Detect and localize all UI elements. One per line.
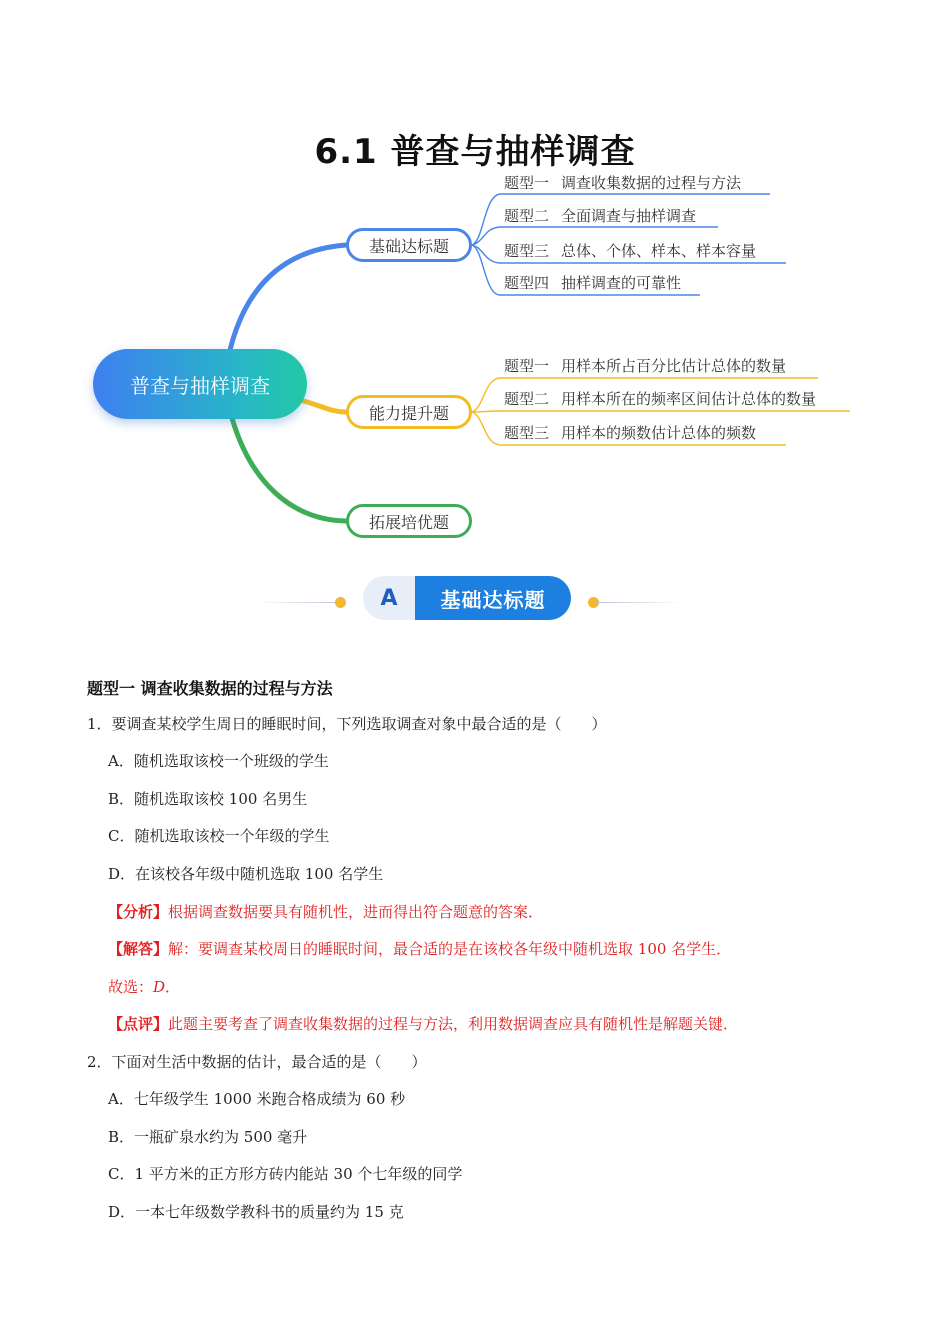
question-1-option-a: A．随机选取该校一个班级的学生 — [108, 752, 329, 770]
page-title: 6.1 普查与抽样调查 — [314, 132, 636, 172]
connector-extend — [232, 418, 346, 521]
mindmap-connectors — [0, 0, 950, 560]
question-1-option-d: D．在该校各年级中随机选取 100 名学生 — [108, 865, 384, 883]
question-1-comment: 【点评】此题主要考查了调查收集数据的过程与方法，利用数据调查应具有随机性是解题关键． — [108, 1015, 739, 1033]
leaf-basic-2: 题型二 全面调查与抽样调查 — [504, 207, 697, 225]
question-1-choice: 故选：D． — [108, 978, 181, 996]
question-2-option-d: D．一本七年级数学教科书的质量约为 15 克 — [108, 1203, 404, 1221]
question-1-option-c: C．随机选取该校一个年级的学生 — [108, 827, 330, 845]
branch-ability: 能力提升题 — [346, 395, 472, 429]
question-1-analysis: 【分析】根据调查数据要具有随机性，进而得出符合题意的答案． — [108, 903, 544, 921]
section-banner — [363, 576, 571, 620]
banner-letter: A — [363, 576, 415, 620]
question-2-option-a: A．七年级学生 1000 米跑合格成绩为 60 秒 — [108, 1090, 406, 1108]
question-1-answer: 【解答】解：要调查某校周日的睡眠时间，最合适的是在该校各年级中随机选取 100 名学生． — [108, 940, 732, 958]
question-2-option-c: C．1 平方米的正方形方砖内能站 30 个七年级的同学 — [108, 1165, 463, 1183]
leaf-basic-3: 题型三 总体、个体、样本、样本容量 — [504, 242, 757, 260]
leaf-ability-1: 题型一 用样本所占百分比估计总体的数量 — [504, 357, 787, 375]
mindmap-root: 普查与抽样调查 — [93, 349, 307, 419]
question-2-option-b: B．一瓶矿泉水约为 500 毫升 — [108, 1128, 308, 1146]
banner-dot-left — [335, 597, 346, 608]
leaf-ability-3: 题型三 用样本的频数估计总体的频数 — [504, 424, 757, 442]
leaf-ability-2: 题型二 用样本所在的频率区间估计总体的数量 — [504, 390, 817, 408]
section-heading: 题型一 调查收集数据的过程与方法 — [87, 679, 333, 698]
question-1-stem: 1．要调查某校学生周日的睡眠时间，下列选取调查对象中最合适的是（ ） — [87, 715, 607, 733]
leaf-basic-1: 题型一 调查收集数据的过程与方法 — [504, 174, 742, 192]
connector-basic — [230, 245, 346, 350]
banner-line-right — [596, 602, 684, 603]
banner-line-left — [255, 602, 343, 603]
banner-label: 基础达标题 — [415, 576, 571, 620]
question-2-stem: 2．下面对生活中数据的估计，最合适的是（ ） — [87, 1053, 427, 1071]
branch-basic: 基础达标题 — [346, 228, 472, 262]
connector-ability — [300, 400, 346, 412]
branch-extend: 拓展培优题 — [346, 504, 472, 538]
question-1-option-b: B．随机选取该校 100 名男生 — [108, 790, 308, 808]
leaf-basic-4: 题型四 抽样调查的可靠性 — [504, 274, 682, 292]
